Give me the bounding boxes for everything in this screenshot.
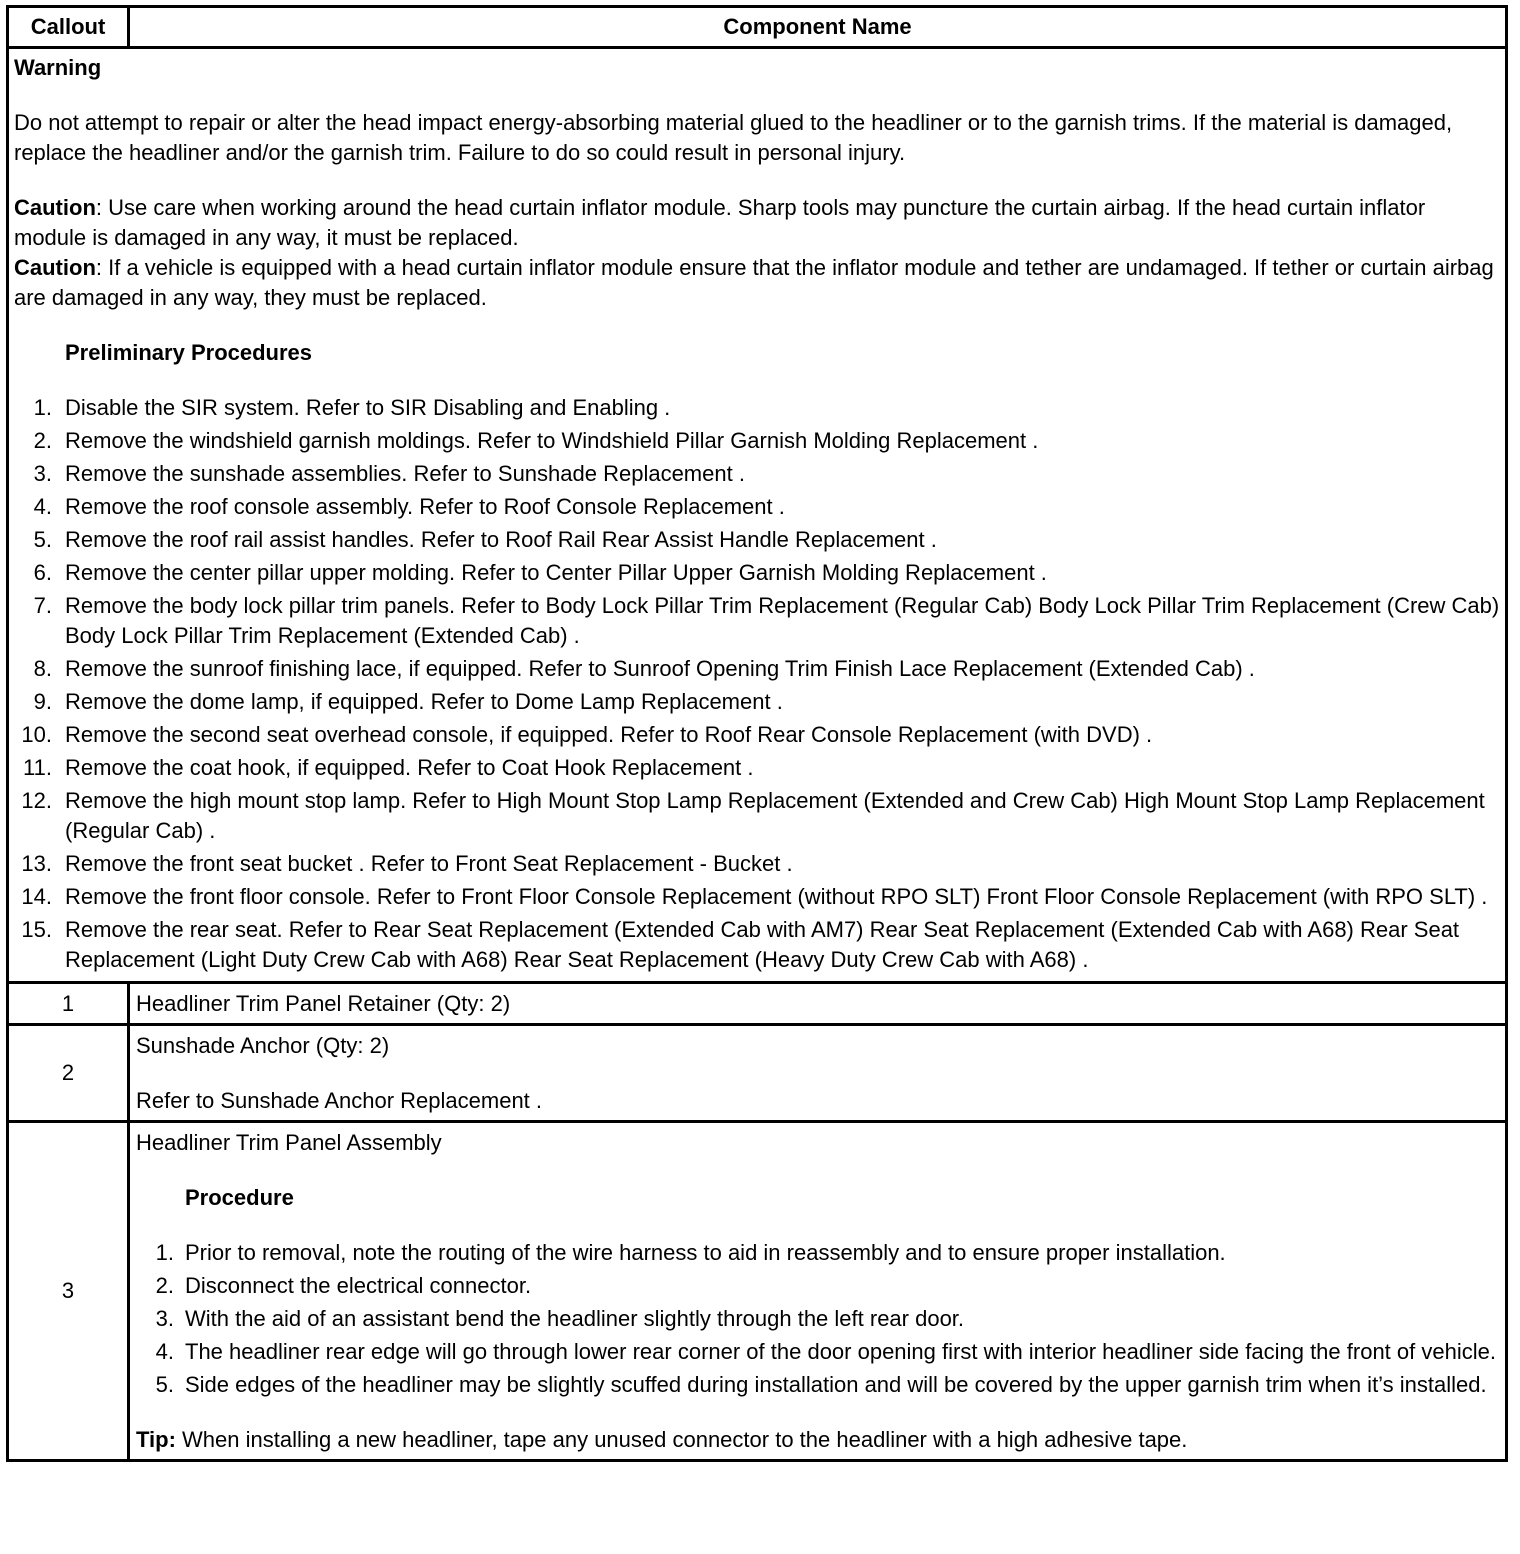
step-text: Remove the front seat bucket . Refer to Front Seat Replacement - Bucket . [65,851,793,876]
step-number: 1. [33,395,52,420]
tip-text: When installing a new headliner, tape any unused connector to the headliner with a high adhesive tape. [175,1427,1188,1452]
step-number: 3. [33,461,52,486]
list-item [14,687,1500,717]
step-number: 5. [155,1372,174,1397]
callout-number: 1 [8,983,129,1025]
list-item [136,1238,1499,1268]
header-row [8,7,1507,48]
tip [136,1425,1499,1455]
step-text: Side edges of the headliner may be slightly scuffed during installation and will be covered by the upper garnish trim when it’s installed. [185,1372,1487,1397]
step-number: 5. [33,527,52,552]
step-number: 8. [33,656,52,681]
list-item [136,1271,1499,1301]
component-cell [129,1025,1507,1122]
step-text: Remove the rear seat. Refer to Rear Seat Replacement (Extended Cab with AM7) Rear Seat Replacement (Extended Cab with A68) Rear Seat Replacement (Light Duty Crew Cab with A68) Rear Seat Replacement (Heavy Duty Crew Cab with A68) . [65,917,1460,972]
step-number: 15. [21,917,52,942]
step-number: 13. [21,851,52,876]
list-item [14,654,1500,684]
list-item [136,1337,1499,1367]
list-item [14,591,1500,651]
step-number: 7. [33,593,52,618]
procedure-steps-list [136,1238,1499,1400]
list-item [14,753,1500,783]
procedure-title: Procedure [185,1185,294,1210]
step-number: 2. [155,1273,174,1298]
list-item [14,393,1500,423]
component-name: Headliner Trim Panel Retainer (Qty: 2) [129,983,1507,1025]
component-table [6,5,1508,1462]
step-number: 1. [155,1240,174,1265]
component-name: Sunshade Anchor (Qty: 2) [136,1033,390,1058]
step-text: Remove the body lock pillar trim panels. Refer to Body Lock Pillar Trim Replacement (Regular Cab) Body Lock Pillar Trim Replacement (Crew Cab) Body Lock Pillar Trim Replacement (Extended Cab) . [65,593,1500,648]
list-item [14,525,1500,555]
step-number: 12. [21,788,52,813]
list-item [14,720,1500,750]
list-item [14,915,1500,975]
list-item [136,1370,1499,1400]
callout-number: 3 [8,1122,129,1461]
step-text: Remove the high mount stop lamp. Refer to High Mount Stop Lamp Replacement (Extended and Crew Cab) High Mount Stop Lamp Replacement (Regular Cab) . [65,788,1485,843]
intro-cell [8,48,1507,983]
step-number: 3. [155,1306,174,1331]
step-text: The headliner rear edge will go through lower rear corner of the door opening first with interior headliner side facing the front of vehicle. [185,1339,1496,1364]
preliminary-procedures-title: Preliminary Procedures [65,340,313,365]
caution-1 [14,193,1500,253]
step-text: Remove the roof console assembly. Refer to Roof Console Replacement . [65,494,785,519]
step-text: Remove the windshield garnish moldings. Refer to Windshield Pillar Garnish Molding Replacement . [65,428,1039,453]
component-name-header: Component Name [129,7,1507,48]
step-number: 2. [33,428,52,453]
caution-1-text: : Use care when working around the head curtain inflator module. Sharp tools may puncture the curtain airbag. If the head curtain inflator module is damaged in any way, it must be replaced. [14,195,1426,250]
warning-title: Warning [14,55,102,80]
component-cell [129,1122,1507,1461]
table-row [8,1025,1507,1122]
step-text: With the aid of an assistant bend the headliner slightly through the left rear door. [185,1306,965,1331]
list-item [14,786,1500,846]
step-text: Disable the SIR system. Refer to SIR Disabling and Enabling . [65,395,671,420]
step-number: 10. [21,722,52,747]
list-item [136,1304,1499,1334]
preliminary-steps-list [14,393,1500,975]
caution-2-text: : If a vehicle is equipped with a head curtain inflator module ensure that the inflator module and tether are undamaged. If tether or curtain airbag are damaged in any way, they must be replaced. [14,255,1494,310]
step-text: Remove the sunshade assemblies. Refer to Sunshade Replacement . [65,461,745,486]
list-item [14,492,1500,522]
step-text: Remove the coat hook, if equipped. Refer to Coat Hook Replacement . [65,755,754,780]
caution-label: Caution [14,255,96,280]
list-item [14,882,1500,912]
component-note: Refer to Sunshade Anchor Replacement . [136,1088,543,1113]
step-number: 9. [33,689,52,714]
step-text: Remove the dome lamp, if equipped. Refer to Dome Lamp Replacement . [65,689,783,714]
step-number: 11. [23,755,52,780]
tip-label: Tip: [136,1427,176,1452]
step-text: Remove the center pillar upper molding. Refer to Center Pillar Upper Garnish Molding Replacement . [65,560,1047,585]
step-text: Disconnect the electrical connector. [185,1273,532,1298]
callout-number: 2 [8,1025,129,1122]
callout-header: Callout [8,7,129,48]
caution-2 [14,253,1500,313]
list-item [14,426,1500,456]
warning-text: Do not attempt to repair or alter the head impact energy-absorbing material glued to the headliner or to the garnish trims. If the material is damaged, replace the headliner and/or the garnish trim. Failure to do so could result in personal injury. [14,110,1453,165]
step-text: Prior to removal, note the routing of the wire harness to aid in reassembly and to ensure proper installation. [185,1240,1226,1265]
step-text: Remove the second seat overhead console, if equipped. Refer to Roof Rear Console Replacement (with DVD) . [65,722,1153,747]
step-text: Remove the front floor console. Refer to Front Floor Console Replacement (without RPO SLT) Front Floor Console Replacement (with RPO SLT) . [65,884,1488,909]
step-number: 6. [33,560,52,585]
component-name: Headliner Trim Panel Assembly [136,1130,442,1155]
caution-label: Caution [14,195,96,220]
list-item [14,558,1500,588]
intro-row [8,48,1507,983]
table-row [8,1122,1507,1461]
step-number: 4. [155,1339,174,1364]
step-number: 4. [33,494,52,519]
table-row [8,983,1507,1025]
step-number: 14. [21,884,52,909]
list-item [14,459,1500,489]
step-text: Remove the roof rail assist handles. Refer to Roof Rail Rear Assist Handle Replacement . [65,527,937,552]
step-text: Remove the sunroof finishing lace, if equipped. Refer to Sunroof Opening Trim Finish Lace Replacement (Extended Cab) . [65,656,1255,681]
list-item [14,849,1500,879]
